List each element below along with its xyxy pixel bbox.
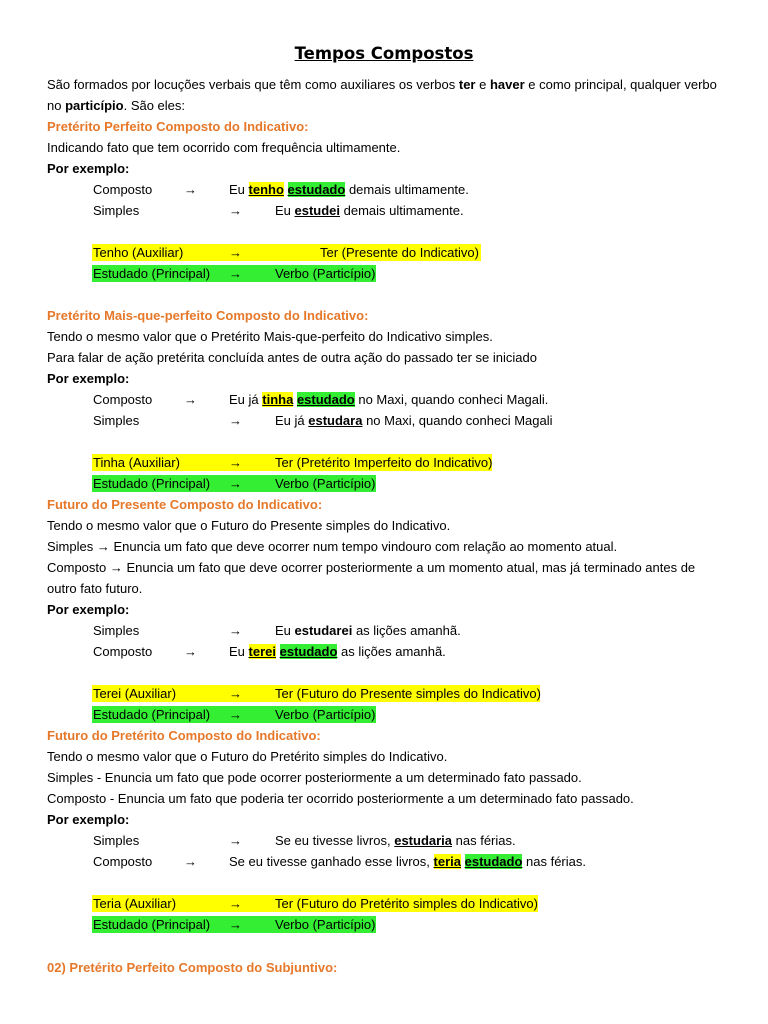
section-3-description-3: Composto → Enuncia um fato que deve ocorrer posteriormente a um momento atual, mas já terminado antes de [47,560,696,575]
section-heading-3: Futuro do Presente Composto do Indicativo: [47,497,323,512]
example-sentence: Eu tenho estudado demais ultimamente. [229,182,469,197]
arrow-icon: → [184,182,197,197]
intro-line-1: São formados por locuções verbais que têm como auxiliares os verbos ter e haver e como principal, qualquer verbo [47,77,717,92]
example-sentence: Eu já estudara no Maxi, quando conheci Magali [275,413,553,428]
example-label-3: Por exemplo: [47,602,130,617]
section-3-description-4: outro fato futuro. [47,581,143,596]
section-4-description-3: Composto - Enuncia um fato que poderia ter ocorrido posteriormente a um determinado fato passado. [47,791,634,806]
example-sentence: Se eu tivesse ganhado esse livros, teria estudado nas férias. [229,854,586,869]
example-type-label: Composto [93,392,153,407]
arrow-icon: → [229,455,242,470]
arrow-icon: → [229,245,242,260]
arrow-icon: → [229,623,242,638]
example-sentence: Eu estudei demais ultimamente. [275,203,464,218]
arrow-icon: → [229,203,242,218]
example-type-label: Simples [93,413,140,428]
example-type-label: Simples [93,623,140,638]
example-sentence: Eu já tinha estudado no Maxi, quando conheci Magali. [229,392,549,407]
arrow-icon: → [229,833,242,848]
arrow-icon: → [184,854,197,869]
auxiliary-tense: Ter (Presente do Indicativo) [320,245,479,260]
section-2-description-2: Para falar de ação pretérita concluída antes de outra ação do passado ter se iniciado [47,350,537,365]
example-label-2: Por exemplo: [47,371,130,386]
principal-label: Estudado (Principal) [93,266,211,281]
section-4-description-2: Simples - Enuncia um fato que pode ocorrer posteriormente a um determinado fato passado. [47,770,582,785]
example-type-label: Composto [93,182,153,197]
principal-label: Estudado (Principal) [93,917,211,932]
principal-label: Estudado (Principal) [93,707,211,722]
arrow-icon: → [229,707,242,722]
arrow-icon: → [229,476,242,491]
arrow-icon: → [229,266,242,281]
principal-form: Verbo (Particípio) [275,266,376,281]
section-heading-1: Pretérito Perfeito Composto do Indicativo: [47,119,309,134]
arrow-icon: → [229,917,242,932]
auxiliary-label: Terei (Auxiliar) [93,686,177,701]
arrow-icon: → [229,686,242,701]
intro-line-2: no particípio. São eles: [47,98,186,113]
arrow-icon: → [184,392,197,407]
auxiliary-tense: Ter (Futuro do Presente simples do Indicativo) [275,686,541,701]
arrow-icon: → [229,896,242,911]
section-heading-4: Futuro do Pretérito Composto do Indicativo: [47,728,321,743]
arrow-icon: → [229,413,242,428]
principal-label: Estudado (Principal) [93,476,211,491]
example-type-label: Simples [93,203,140,218]
section-heading-2: Pretérito Mais-que-perfeito Composto do Indicativo: [47,308,369,323]
principal-form: Verbo (Particípio) [275,917,376,932]
page-title: Tempos Compostos [294,44,474,63]
example-label-1: Por exemplo: [47,161,130,176]
section-1-description: Indicando fato que tem ocorrido com frequência ultimamente. [47,140,401,155]
principal-form: Verbo (Particípio) [275,707,376,722]
example-type-label: Composto [93,644,153,659]
example-sentence: Eu terei estudado as lições amanhã. [229,644,446,659]
example-sentence: Se eu tivesse livros, estudaria nas férias. [275,833,516,848]
section-2-description-1: Tendo o mesmo valor que o Pretérito Mais-que-perfeito do Indicativo simples. [47,329,493,344]
section-heading-5: 02) Pretérito Perfeito Composto do Subjuntivo: [47,960,338,975]
example-sentence: Eu estudarei as lições amanhã. [275,623,461,638]
auxiliary-label: Teria (Auxiliar) [93,896,177,911]
section-4-description-1: Tendo o mesmo valor que o Futuro do Pretérito simples do Indicativo. [47,749,448,764]
section-3-description-2: Simples → Enuncia um fato que deve ocorrer num tempo vindouro com relação ao momento atual. [47,539,618,554]
principal-form: Verbo (Particípio) [275,476,376,491]
section-3-description-1: Tendo o mesmo valor que o Futuro do Presente simples do Indicativo. [47,518,451,533]
auxiliary-tense: Ter (Pretérito Imperfeito do Indicativo) [275,455,493,470]
auxiliary-tense: Ter (Futuro do Pretérito simples do Indicativo) [275,896,538,911]
arrow-icon: → [184,644,197,659]
example-type-label: Composto [93,854,153,869]
auxiliary-label: Tinha (Auxiliar) [93,455,180,470]
auxiliary-label: Tenho (Auxiliar) [93,245,184,260]
example-label-4: Por exemplo: [47,812,130,827]
example-type-label: Simples [93,833,140,848]
